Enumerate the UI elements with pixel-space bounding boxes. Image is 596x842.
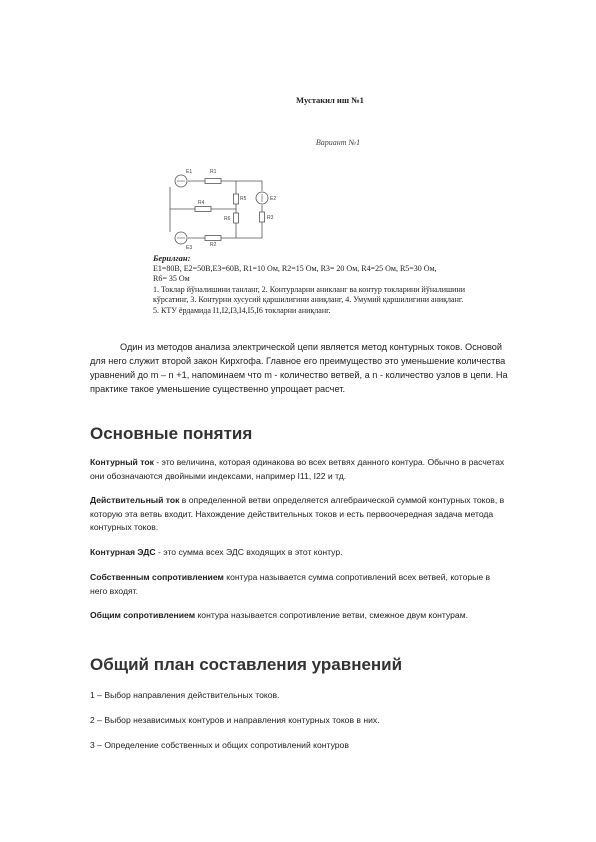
definition-text: в определенной ветви определяется алгебраической суммой контурных токов, в которую эта ветвь входит. Нахождение действительных токов и есть первоочередная задача метода контурных токов. <box>90 495 505 532</box>
label-e1: E1 <box>186 169 193 175</box>
plan-step: 1 – Выбор направления действительных токов. <box>90 690 280 700</box>
definition-term: Действительный ток <box>90 495 180 505</box>
definition-text: контура называется сопротивление ветви, смежное двум контурам. <box>195 610 469 620</box>
definition-text: - это величина, которая одинакова во всех ветвях данного контура. Обычно в расчетах они обозначаются двойными индексами, например I11, I22 и тд. <box>90 457 505 481</box>
plan-step: 2 – Выбор независимых контуров и направления контурных токов в них. <box>90 715 380 725</box>
definition-mutual-resistance <box>90 609 505 623</box>
resistor-r1-symbol <box>205 179 221 184</box>
label-r3: R3 <box>267 215 274 221</box>
definition-text: - это сумма всех ЭДС входящих в этот контур. <box>155 547 343 557</box>
label-r2: R2 <box>210 242 217 248</box>
definition-text: контура называется сумма сопротивлений всех ветвей, которые в него входят. <box>90 572 491 596</box>
definition-term: Общим сопротивлением <box>90 610 196 620</box>
intro-paragraph: Один из методов анализа электрической цепи является метод контурных токов. Основой для него служит второй закон Кирхгофа. Главное его преимущество это уменьшение количества уравнений до m – n +1, напоминаем что m - количество ветвей, а n - количество узлов в цепи. На практике такое уменьшение существенно упрощает расчет. <box>90 342 508 394</box>
label-r6: R6 <box>224 216 231 222</box>
scan-variant: Вариант №1 <box>315 138 361 147</box>
scan-title: Мустакил иш №1 <box>296 95 364 105</box>
given-line: 1. Токлар йўналишини танланг, 2. Контурларни аникланг ва контур токларини йўналишини <box>153 285 466 294</box>
section-heading-basic-concepts: Основные понятия <box>90 424 253 443</box>
resistor-r6-symbol <box>234 213 239 223</box>
given-title: Берилган: <box>153 253 191 263</box>
resistor-r5-symbol <box>234 194 239 204</box>
intro-section <box>90 340 520 396</box>
definition-loop-current <box>90 456 505 483</box>
given-line: R6= 35 Ом <box>153 274 190 283</box>
definition-term: Контурный ток <box>90 457 154 467</box>
label-r1: R1 <box>210 169 217 175</box>
resistor-r2-symbol <box>205 236 221 241</box>
resistor-r3-symbol <box>260 212 265 222</box>
label-e3: E3 <box>186 245 193 251</box>
circuit-diagram <box>150 160 280 252</box>
given-line: 5. КТУ ёрдамида I1,I2,I3,I4,I5,I6 токларни аниқланг. <box>153 306 331 315</box>
given-line: кўрсатинг, 3. Контурни хусусий қаршилигини аниқланг, 4. Умумий қаршилигини аниқланг. <box>153 295 464 304</box>
definition-term: Собственным сопротивлением <box>90 572 224 582</box>
given-line: E1=80В, E2=50В,E3=60В, R1=10 Ом, R2=15 Ом, R3= 20 Ом, R4=25 Ом, R5=30 Ом, <box>153 264 437 273</box>
definition-term: Контурная ЭДС <box>90 547 156 557</box>
plan-step: 3 – Определение собственных и общих сопротивлений контуров <box>90 740 349 750</box>
label-e2: E2 <box>270 196 277 202</box>
label-r5: R5 <box>240 196 247 202</box>
definition-loop-emf <box>90 546 505 560</box>
label-r4: R4 <box>198 200 205 206</box>
section-heading-equation-plan: Общий план составления уравнений <box>90 655 403 674</box>
definition-actual-current <box>90 494 505 535</box>
definition-own-resistance <box>90 571 505 598</box>
resistor-r4-symbol <box>195 207 211 212</box>
